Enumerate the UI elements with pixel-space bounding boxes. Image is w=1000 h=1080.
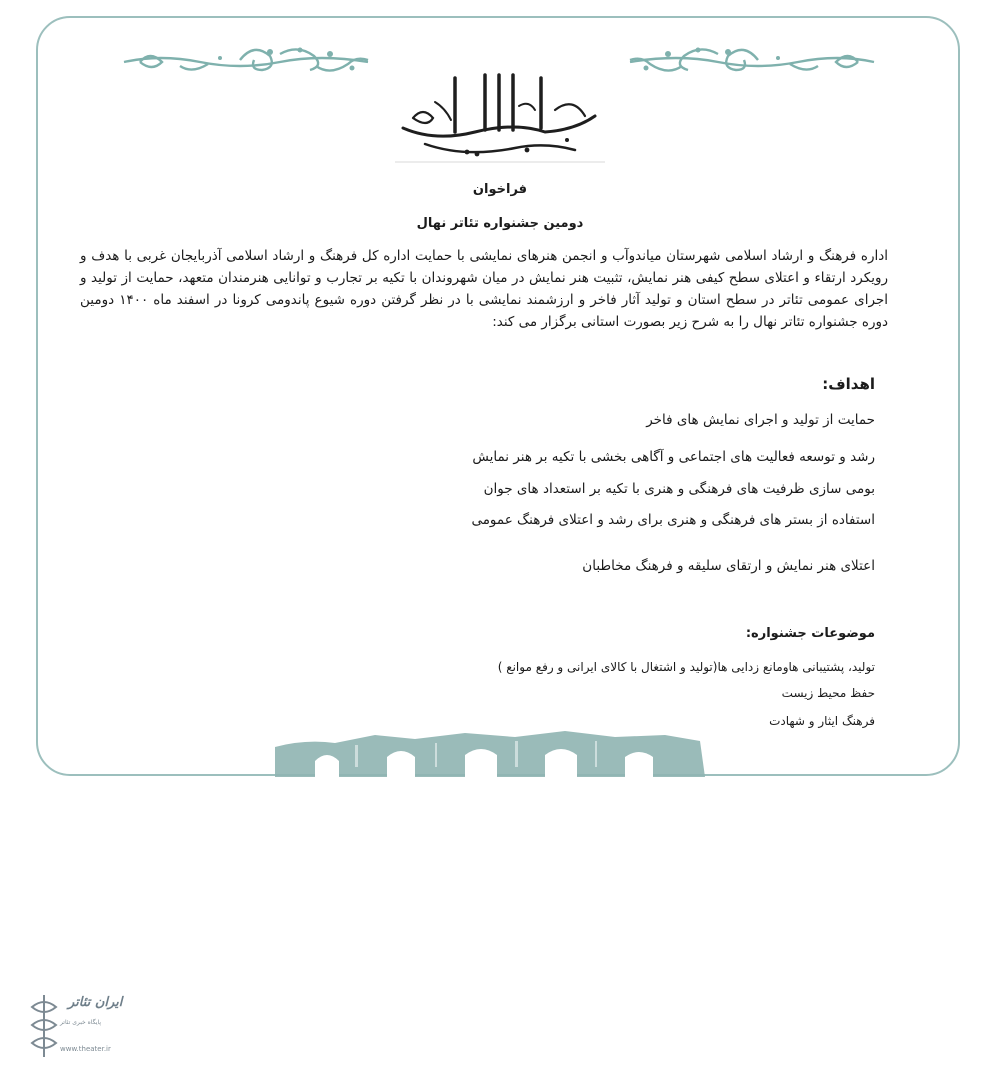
logo-name: ایران تئاتر xyxy=(68,995,123,1010)
logo-subtitle: پایگاه خبری تئاتر xyxy=(60,1019,102,1026)
topic-item: تولید، پشتیبانی هاومانع زدایی ها(تولید و اشتغال با کالای ایرانی و رفع موانع ) xyxy=(497,660,875,674)
goal-item: استفاده از بستر های فرهنگی و هنری برای رشد و اعتلای فرهنگ عمومی xyxy=(471,512,875,528)
iran-theater-logo xyxy=(28,993,123,1061)
ruin-silhouette xyxy=(275,725,715,777)
logo-url: www.theater.ir xyxy=(60,1045,111,1053)
goal-item: اعتلای هنر نمایش و ارتقای سلیقه و فرهنگ مخاطبان xyxy=(582,558,875,574)
goal-item: حمایت از تولید و اجرای نمایش های فاخر xyxy=(646,412,875,428)
floral-ornament-icon xyxy=(120,40,372,80)
topic-item: حفظ محیط زیست xyxy=(781,686,875,700)
theater-emblem-icon xyxy=(28,993,60,1059)
festival-title: دومین جشنواره تئاتر نهال xyxy=(416,216,584,231)
floral-ornament-icon xyxy=(626,40,878,80)
goals-heading: اهداف: xyxy=(822,375,875,393)
topics-heading: موضوعات جشنواره: xyxy=(745,626,875,641)
intro-paragraph: اداره فرهنگ و ارشاد اسلامی شهرستان میاندوآب و انجمن هنرهای نمایشی با حمایت اداره کل فرهنگ و ارشاد اسلامی آذربایجان غربی با هدف و رویکرد ارتقاء و اعتلای سطح کیفی هنر نمایش، تثبیت هنر نمایش در میان شهروندان با تکیه بر تجارب و توانایی هنرمندان متعهد، حمایت از تولید و اجرای عمومی تئاتر در سطح استان و تولید آثار فاخر و ارزشمند نمایشی با در نظر گرفتن دوره شیوع پاندومی کرونا در اسفند ماه ۱۴۰۰ دومین دوره جشنواره تئاتر نهال را به شرح زیر بصورت استانی برگزار می کند: xyxy=(80,248,889,330)
goal-item: بومی سازی ظرفیت های فرهنگی و هنری با تکیه بر استعداد های جوان xyxy=(483,481,875,497)
topic-item: فرهنگ ایثار و شهادت xyxy=(769,714,875,728)
bismillah-calligraphy xyxy=(395,70,605,165)
call-title: فراخوان xyxy=(472,182,528,197)
goal-item: رشد و توسعه فعالیت های اجتماعی و آگاهی بخشی با تکیه بر هنر نمایش xyxy=(472,449,875,465)
